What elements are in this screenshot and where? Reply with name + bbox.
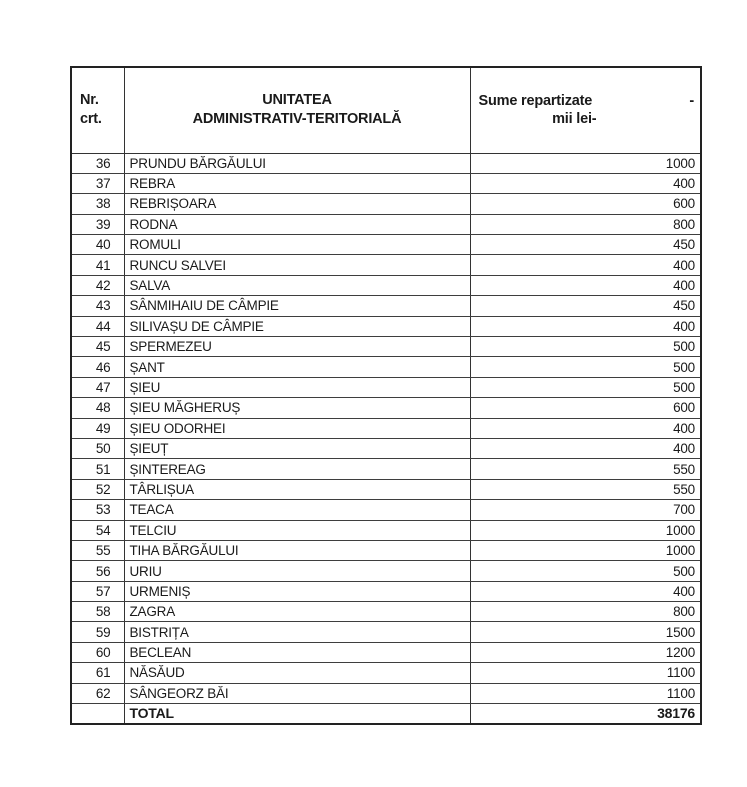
header-unit-line2: ADMINISTRATIV-TERITORIALĂ <box>192 111 402 128</box>
table-header <box>71 67 701 153</box>
table-row <box>71 173 701 193</box>
row-name-cell: TIHA BĂRGĂULUI <box>124 540 470 560</box>
row-nr-cell: 41 <box>71 255 124 275</box>
row-sum-cell: 1500 <box>470 622 701 642</box>
row-name-cell: SALVA <box>124 275 470 295</box>
table-row <box>71 561 701 581</box>
row-nr-cell: 58 <box>71 602 124 622</box>
table-row <box>71 235 701 255</box>
row-name-cell: URMENIȘ <box>124 581 470 601</box>
table-row <box>71 377 701 397</box>
row-sum-cell: 400 <box>470 316 701 336</box>
table-row <box>71 602 701 622</box>
row-nr-cell: 49 <box>71 418 124 438</box>
table-row <box>71 622 701 642</box>
row-sum-cell: 400 <box>470 255 701 275</box>
row-name-cell: BECLEAN <box>124 642 470 662</box>
row-name-cell: REBRIȘOARA <box>124 194 470 214</box>
row-sum-cell: 1200 <box>470 642 701 662</box>
row-nr-cell: 42 <box>71 275 124 295</box>
table-row <box>71 540 701 560</box>
header-sums-text: Sume repartizate <box>478 93 593 110</box>
total-value: 38176 <box>657 705 695 722</box>
row-nr-cell: 45 <box>71 337 124 357</box>
row-nr-cell: 59 <box>71 622 124 642</box>
row-nr-cell: 38 <box>71 194 124 214</box>
row-sum-cell: 500 <box>470 357 701 377</box>
table-body <box>71 153 701 704</box>
table-row <box>71 418 701 438</box>
table-row <box>71 500 701 520</box>
row-name-cell: SILIVAȘU DE CÂMPIE <box>124 316 470 336</box>
table-row <box>71 316 701 336</box>
row-sum-cell: 500 <box>470 337 701 357</box>
row-nr-cell: 40 <box>71 235 124 255</box>
header-nr-line2: crt. <box>80 111 102 128</box>
row-sum-cell: 600 <box>470 194 701 214</box>
row-sum-cell: 700 <box>470 500 701 520</box>
row-nr-cell: 43 <box>71 296 124 316</box>
row-nr-cell: 53 <box>71 500 124 520</box>
table-row <box>71 275 701 295</box>
row-name-cell: REBRA <box>124 173 470 193</box>
row-sum-cell: 400 <box>470 275 701 295</box>
row-name-cell: URIU <box>124 561 470 581</box>
header-unit-line1: UNITATEA <box>262 91 332 108</box>
total-row <box>71 704 701 724</box>
row-nr-cell: 55 <box>71 540 124 560</box>
row-nr-cell: 60 <box>71 642 124 662</box>
row-sum-cell: 450 <box>470 235 701 255</box>
row-sum-cell: 800 <box>470 602 701 622</box>
table-row <box>71 337 701 357</box>
row-name-cell: ȘIEU MĂGHERUȘ <box>124 398 470 418</box>
row-nr-cell: 44 <box>71 316 124 336</box>
total-label: TOTAL <box>124 704 470 724</box>
row-name-cell: ZAGRA <box>124 602 470 622</box>
row-name-cell: ȘINTEREAG <box>124 459 470 479</box>
row-nr-cell: 39 <box>71 214 124 234</box>
table-footer <box>71 704 701 724</box>
row-nr-cell: 47 <box>71 377 124 397</box>
row-sum-cell: 450 <box>470 296 701 316</box>
row-name-cell: SPERMEZEU <box>124 337 470 357</box>
header-unit-name <box>124 67 470 153</box>
table-row <box>71 194 701 214</box>
row-name-cell: TEACA <box>124 500 470 520</box>
row-nr-cell: 62 <box>71 683 124 703</box>
row-sum-cell: 550 <box>470 459 701 479</box>
header-nr-line1: Nr. <box>80 92 99 109</box>
row-name-cell: RUNCU SALVEI <box>124 255 470 275</box>
row-name-cell: RODNA <box>124 214 470 234</box>
row-name-cell: ȘIEU ODORHEI <box>124 418 470 438</box>
row-name-cell: ROMULI <box>124 235 470 255</box>
row-nr-cell: 56 <box>71 561 124 581</box>
row-nr-cell: 37 <box>71 173 124 193</box>
table-row <box>71 296 701 316</box>
table-row <box>71 214 701 234</box>
row-sum-cell: 400 <box>470 418 701 438</box>
row-sum-cell: 1100 <box>470 663 701 683</box>
table-row <box>71 255 701 275</box>
table-row <box>71 398 701 418</box>
row-name-cell: ȘIEU <box>124 377 470 397</box>
table-row <box>71 520 701 540</box>
row-name-cell: PRUNDU BĂRGĂULUI <box>124 153 470 173</box>
header-sums-line1 <box>479 93 695 109</box>
row-sum-cell: 600 <box>470 398 701 418</box>
row-sum-cell: 500 <box>470 377 701 397</box>
row-sum-cell: 400 <box>470 173 701 193</box>
row-name-cell: TÂRLIȘUA <box>124 479 470 499</box>
allocation-table <box>70 66 702 725</box>
table-row <box>71 581 701 601</box>
row-name-cell: SÂNGEORZ BĂI <box>124 683 470 703</box>
row-name-cell: NĂSĂUD <box>124 663 470 683</box>
table-row <box>71 459 701 479</box>
header-nr-crt <box>71 67 124 153</box>
row-nr-cell: 51 <box>71 459 124 479</box>
row-nr-cell: 57 <box>71 581 124 601</box>
table-row <box>71 642 701 662</box>
row-name-cell: ȘIEUȚ <box>124 438 470 458</box>
row-nr-cell: 36 <box>71 153 124 173</box>
row-nr-cell: 61 <box>71 663 124 683</box>
header-sums-dash: - <box>689 93 694 110</box>
row-name-cell: SÂNMIHAIU DE CÂMPIE <box>124 296 470 316</box>
table-row <box>71 683 701 703</box>
row-nr-cell: 48 <box>71 398 124 418</box>
row-name-cell: ȘANT <box>124 357 470 377</box>
total-empty-cell <box>71 704 124 724</box>
row-sum-cell: 1000 <box>470 520 701 540</box>
table-row <box>71 663 701 683</box>
table-row <box>71 153 701 173</box>
header-sums <box>470 67 701 153</box>
row-sum-cell: 550 <box>470 479 701 499</box>
row-name-cell: TELCIU <box>124 520 470 540</box>
row-nr-cell: 50 <box>71 438 124 458</box>
row-nr-cell: 52 <box>71 479 124 499</box>
table-row <box>71 357 701 377</box>
header-row <box>71 67 701 153</box>
row-name-cell: BISTRIȚA <box>124 622 470 642</box>
row-sum-cell: 400 <box>470 581 701 601</box>
row-sum-cell: 500 <box>470 561 701 581</box>
row-sum-cell: 1000 <box>470 540 701 560</box>
row-nr-cell: 46 <box>71 357 124 377</box>
row-nr-cell: 54 <box>71 520 124 540</box>
table-row <box>71 438 701 458</box>
row-sum-cell: 1100 <box>470 683 701 703</box>
row-sum-cell: 1000 <box>470 153 701 173</box>
row-sum-cell: 800 <box>470 214 701 234</box>
table-row <box>71 479 701 499</box>
row-sum-cell: 400 <box>470 438 701 458</box>
header-sums-line2: mii lei- <box>552 111 597 128</box>
